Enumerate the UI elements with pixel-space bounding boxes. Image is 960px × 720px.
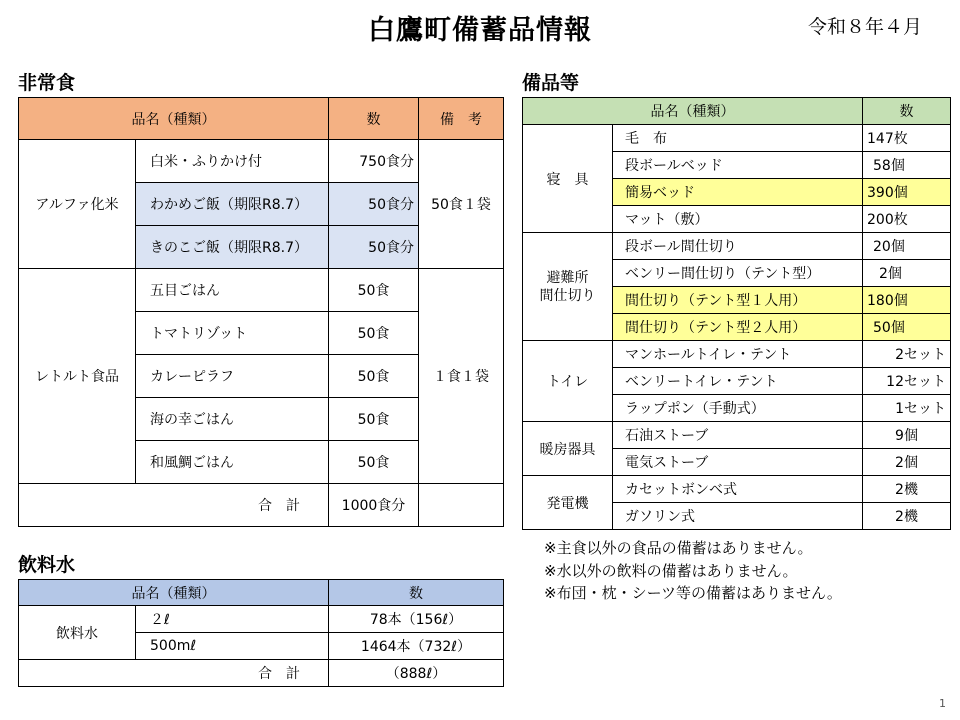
item-name: 500mℓ [136,633,329,660]
item-qty: 50食 [329,355,419,398]
total-label: 合 計 [19,660,329,687]
item-qty: 50食 [329,398,419,441]
category-cell: トイレ [523,341,613,422]
table-row [19,140,504,183]
item-qty: 2セット [863,341,951,368]
item-qty: 50個 [863,314,951,341]
item-name: 簡易ベッド [613,179,863,206]
total-qty: 1000食分 [329,484,419,527]
item-qty: 50食分 [329,183,419,226]
item-qty: 180個 [863,287,951,314]
header-qty: 数 [329,580,504,606]
total-row [19,660,504,687]
item-qty: 12セット [863,368,951,395]
total-row [19,484,504,527]
item-name: マンホールトイレ・テント [613,341,863,368]
item-qty: 78本（156ℓ） [329,606,504,633]
note-cell: 50食１袋 [419,140,504,269]
category-cell: 寝 具 [523,125,613,233]
item-qty: 50食分 [329,226,419,269]
header-qty: 数 [863,98,951,125]
item-name: トマトリゾット [136,312,329,355]
item-name: 間仕切り（テント型２人用） [613,314,863,341]
item-qty: 20個 [863,233,951,260]
note-line: ※布団・枕・シーツ等の備蓄はありません。 [544,584,842,602]
page-title: 白鷹町備蓄品情報 [368,15,592,46]
item-qty: 50食 [329,441,419,484]
item-qty: 50食 [329,312,419,355]
table-row [19,606,504,633]
item-name: 段ボールベッド [613,152,863,179]
empty-cell [419,484,504,527]
total-qty: （888ℓ） [329,660,504,687]
item-name: ラップポン（手動式） [613,395,863,422]
category-cell: アルファ化米 [19,140,136,269]
supplies-heading: 備品等 [522,72,580,94]
note-line: ※主食以外の食品の備蓄はありません。 [544,539,813,557]
table-row [523,125,951,152]
category-cell: 発電機 [523,476,613,530]
notes [544,537,842,605]
category-cell: 暖房器具 [523,422,613,476]
item-name: わかめご飯（期限R8.7） [136,183,329,226]
item-name: 五目ごはん [136,269,329,312]
date-label: 令和８年４月 [808,16,923,38]
item-name: 電気ストーブ [613,449,863,476]
item-qty: 390個 [863,179,951,206]
header-qty: 数 [329,98,419,140]
item-qty: 50食 [329,269,419,312]
table-row [19,269,504,312]
table-header-row [523,98,951,125]
item-name: マット（敷） [613,206,863,233]
table-row [523,341,951,368]
item-name: 毛 布 [613,125,863,152]
note-line: ※水以外の飲料の備蓄はありません。 [544,561,798,580]
item-name: 和風鯛ごはん [136,441,329,484]
item-name: 間仕切り（テント型１人用） [613,287,863,314]
item-name: 段ボール間仕切り [613,233,863,260]
category-cell: 避難所 間仕切り [523,233,613,341]
item-qty: 9個 [863,422,951,449]
table-row [523,476,951,503]
item-qty: 2個 [863,260,951,287]
item-qty: 2個 [863,449,951,476]
item-qty: 147枚 [863,125,951,152]
item-qty: 200枚 [863,206,951,233]
category-cell: 飲料水 [19,606,136,660]
total-label: 合 計 [19,484,329,527]
item-qty: 58個 [863,152,951,179]
header-note: 備 考 [419,98,504,140]
item-qty: 750食分 [329,140,419,183]
item-name: ベンリートイレ・テント [613,368,863,395]
item-name: 石油ストーブ [613,422,863,449]
table-header-row [19,580,504,606]
item-qty: 2機 [863,476,951,503]
header-name: 品名（種類） [523,98,863,125]
header-name: 品名（種類） [19,98,329,140]
category-cell: レトルト食品 [19,269,136,484]
emergency-food-heading: 非常食 [18,72,76,94]
item-name: カセットボンベ式 [613,476,863,503]
drinking-water-table [18,579,504,687]
item-name: ガソリン式 [613,503,863,530]
item-qty: 1464本（732ℓ） [329,633,504,660]
table-row [523,233,951,260]
drinking-water-heading: 飲料水 [18,554,76,576]
item-name: ベンリー間仕切り（テント型） [613,260,863,287]
item-name: きのこご飯（期限R8.7） [136,226,329,269]
item-name: カレーピラフ [136,355,329,398]
header-name: 品名（種類） [19,580,329,606]
item-qty: 1セット [863,395,951,422]
supplies-table [522,97,951,530]
item-name: 海の幸ごはん [136,398,329,441]
note-cell: １食１袋 [419,269,504,484]
table-row [523,422,951,449]
emergency-food-table [18,97,504,527]
item-name: ２ℓ [136,606,329,633]
item-qty: 2機 [863,503,951,530]
page-number: 1 [939,697,946,710]
table-header-row [19,98,504,140]
item-name: 白米・ふりかけ付 [136,140,329,183]
